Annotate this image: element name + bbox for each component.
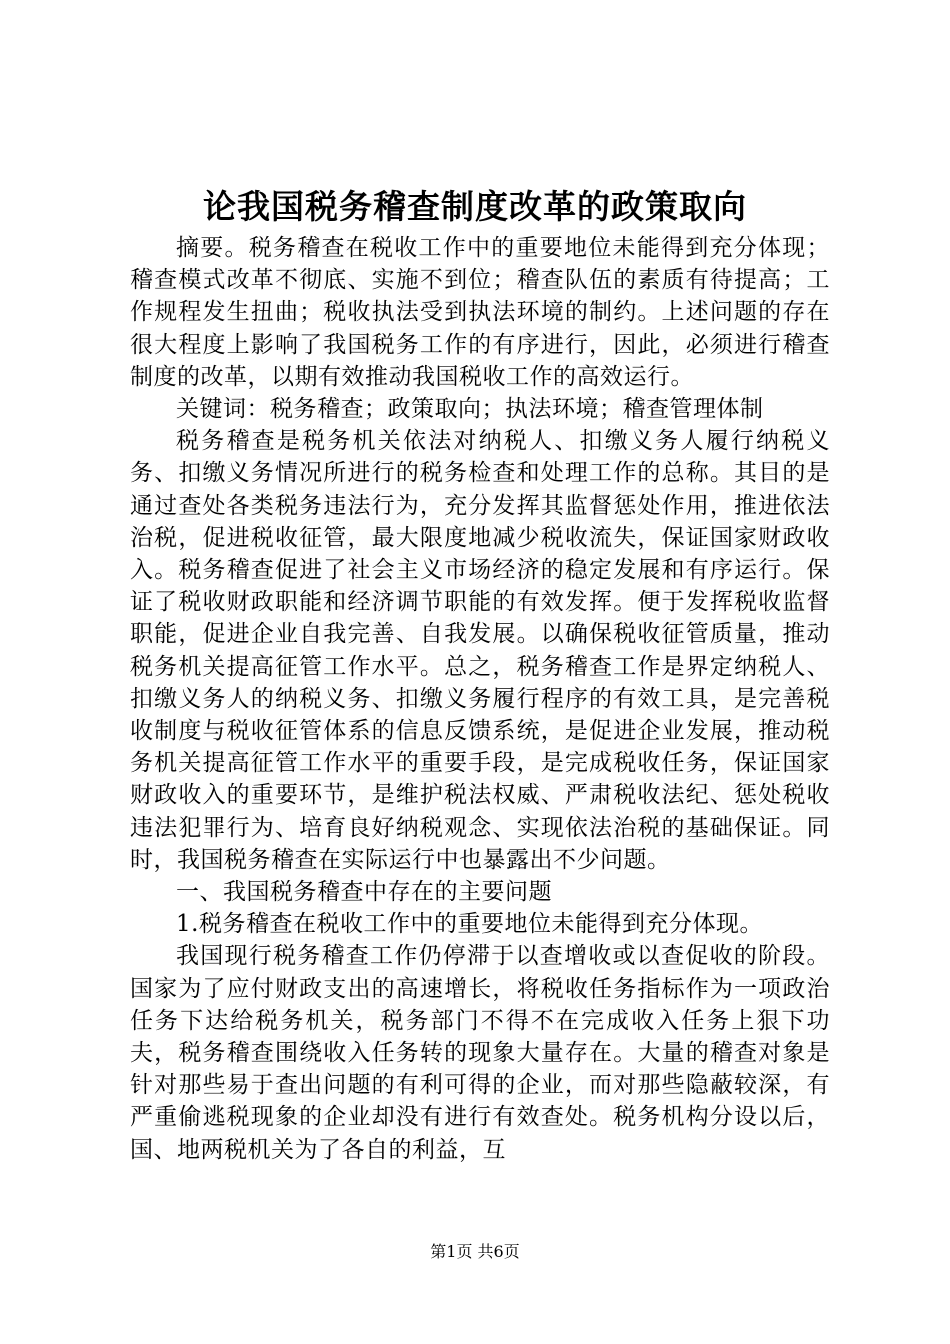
body-paragraph: 我国现行税务稽查工作仍停滞于以查增收或以查促收的阶段。国家为了应付财政支出的高速增长，将税收任务指标作为一项政治任务下达给税务机关，税务部门不得不在完成收入任务上狠下功夫，税务稽查围绕收入任务转的现象大量存在。大量的稽查对象是针对那些易于查出问题的有利可得的企业，而对那些隐蔽较深，有严重偷逃税现象的企业却没有进行有效查处。税务机构分设以后，国、地两税机关为了各自的利益，互 <box>130 943 830 1163</box>
section-heading: 一、我国税务稽查中存在的主要问题 <box>176 879 552 906</box>
subsection-heading: 1.税务稽查在税收工作中的重要地位未能得到充分体现。 <box>176 911 763 938</box>
abstract-paragraph: 摘要。税务稽查在税收工作中的重要地位未能得到充分体现；稽查模式改革不彻底、实施不到位；稽查队伍的素质有待提高；工作规程发生扭曲；税收执法受到执法环境的制约。上述问题的存在很大程度上影响了我国税务工作的有序进行，因此，必须进行稽查制度的改革，以期有效推动我国税收工作的高效运行。 <box>130 235 830 390</box>
keywords-paragraph: 关键词：税务稽查；政策取向；执法环境；稽查管理体制 <box>176 396 764 423</box>
page-number-footer: 第1页 共6页 <box>430 1242 520 1261</box>
document-body <box>130 232 830 1166</box>
document-title: 论我国税务稽查制度改革的政策取向 <box>203 187 747 226</box>
intro-paragraph: 税务稽查是税务机关依法对纳税人、扣缴义务人履行纳税义务、扣缴义务情况所进行的税务检查和处理工作的总称。其目的是通过查处各类税务违法行为，充分发挥其监督惩处作用，推进依法治税，促进税收征管，最大限度地减少税收流失，保证国家财政收入。税务稽查促进了社会主义市场经济的稳定发展和有序运行。保证了税收财政职能和经济调节职能的有效发挥。便于发挥税收监督职能，促进企业自我完善、自我发展。以确保税收征管质量，推动税务机关提高征管工作水平。总之，税务稽查工作是界定纳税人、扣缴义务人的纳税义务、扣缴义务履行程序的有效工具，是完善税收制度与税收征管体系的信息反馈系统，是促进企业发展，推动税务机关提高征管工作水平的重要手段，是完成税收任务，保证国家财政收入的重要环节，是维护税法权威、严肃税收法纪、惩处税收违法犯罪行为、培育良好纳税观念、实现依法治税的基础保证。同时，我国税务稽查在实际运行中也暴露出不少问题。 <box>130 428 830 873</box>
